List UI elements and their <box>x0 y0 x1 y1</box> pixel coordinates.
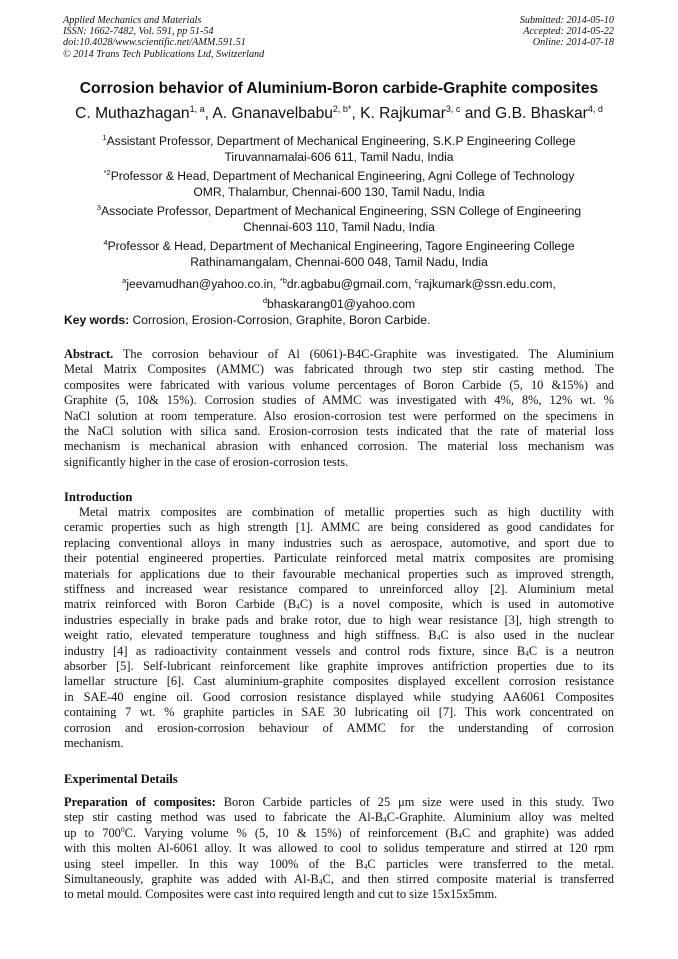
paragraph-line: ceramic properties such as high strength [1]. AMMC are being considered as good candidates for <box>64 520 614 535</box>
journal-issn: ISSN: 1662-7482, Vol. 591, pp 51-54 <box>63 26 214 38</box>
text-run: industry [4] as radioactivity containment vessels and control rods fixture, since B <box>64 643 526 658</box>
text-run: using steel impeller. In this way 100% of the B <box>64 856 364 871</box>
author-name: C. Muthazhagan <box>75 105 190 123</box>
author-affil-mark: 4, d <box>587 104 603 114</box>
text-run: step stir casting method was used to fabricate the Al-B <box>64 810 384 825</box>
text-run: C and graphite) was added <box>461 825 614 840</box>
online-date: Online: 2014-07-18 <box>532 37 614 49</box>
affiliation-1 <box>30 130 648 165</box>
text-run: Boron Carbide particles of 25 μm size were used in this study. Two <box>215 795 614 809</box>
abstract-line: significantly higher in the case of erosion-corrosion tests. <box>64 454 349 469</box>
email-link[interactable]: bhaskarang01@yahoo.com <box>267 296 416 311</box>
author-list <box>10 104 668 123</box>
paragraph-line: containing 7 wt. % graphite particles in SAE 30 lubricating oil [7]. This work concentrated on <box>64 705 614 720</box>
accepted-date: Accepted: 2014-05-22 <box>523 26 614 38</box>
paragraph-line: Metal matrix composites are combination of metallic properties such as high ductility with <box>79 505 614 519</box>
affiliation-mark: *2 <box>103 168 111 177</box>
subscript: 4 <box>318 877 323 887</box>
paragraph-line: mechanism. <box>64 736 124 751</box>
keywords-label: Key words: <box>64 313 130 327</box>
subscript: 4 <box>436 633 441 643</box>
email-link[interactable]: jeevamudhan@yahoo.co.in, <box>126 277 280 292</box>
subscript: 4 <box>383 815 387 825</box>
journal-name: Applied Mechanics and Materials <box>63 15 202 26</box>
affiliation-2 <box>30 165 648 200</box>
author-name: K. Rajkumar <box>360 105 446 123</box>
author-affil-mark: 3, c <box>445 104 461 114</box>
submitted-date: Submitted: 2014-05-10 <box>519 15 614 26</box>
affiliation-4 <box>30 235 648 270</box>
subscript: 4 <box>525 648 529 658</box>
paragraph-line: with this molten Al-6061 alloy. It was allowed to cool to solidus temperature and stirred at 120 rpm <box>64 841 614 856</box>
text-run: C. Varying volume % (5, 10 & 15%) of reinforcement (B <box>124 825 459 840</box>
author-separator: , <box>204 105 213 123</box>
text-run: Simultaneously, graphite was added with Al-B <box>64 872 319 887</box>
email-link[interactable]: dr.agbabu@gmail.com, <box>286 277 415 292</box>
abstract-line: mechanism is mechanical abrasion with enhanced corrosion. The material loss mechanism was <box>64 439 614 454</box>
affiliation-mark: 1 <box>102 133 107 142</box>
keywords <box>64 313 430 327</box>
text-run: C is also used in the nuclear <box>440 628 614 643</box>
paragraph-line: absorber [5]. Self-lubricant reinforcement like graphite improves antifriction properties due to its <box>64 659 614 674</box>
author-name: A. Gnanavelbabu <box>212 105 333 123</box>
abstract-line: the NaCl solution with silica sand. Erosion-corrosion tests indicated that the rate of material loss <box>64 424 614 439</box>
abstract <box>64 347 614 470</box>
submission-dates <box>520 15 614 49</box>
paragraph-line: lamellar structure [6]. Cast aluminium-graphite composites displayed excellent corrosion resistance <box>64 674 614 689</box>
author-affil-mark: 1, a <box>189 104 205 114</box>
abstract-line: NaCl solution at room temperature. Also erosion-corrosion test were performed on the specimens in <box>64 408 614 423</box>
affiliation-3 <box>30 200 648 235</box>
paragraph-line: corrosion and erosion-corrosion behaviour of AMMC for the understanding of corrosion <box>64 720 614 735</box>
keywords-text: Corrosion, Erosion-Corrosion, Graphite, Boron Carbide. <box>129 313 431 327</box>
paragraph-line: their potential engineered properties. Particulate reinforced metal matrix composites are promising <box>64 551 614 566</box>
affiliation-line: Professor & Head, Department of Mechanical Engineering, Agni College of Technology <box>110 169 575 184</box>
paragraph-line <box>64 810 614 825</box>
paragraph-line <box>64 857 614 872</box>
journal-copyright: © 2014 Trans Tech Publications Ltd, Switzerland <box>63 48 265 60</box>
author-name: G.B. Bhaskar <box>495 105 588 123</box>
text-run: C, and then stirred composite material is transferred <box>322 872 614 887</box>
paragraph-line <box>64 628 614 643</box>
affiliation-line: Chennai-603 110, Tamil Nadu, India <box>243 219 435 234</box>
paragraph-line <box>64 872 614 887</box>
author-affil-mark: 2, b* <box>332 104 352 114</box>
text-run: C) is a novel composite, which is used in automotive <box>299 597 615 612</box>
abstract-line: Graphite (5, 10& 15%). Corrosion studies of AMMC was investigated with 4%, 8%, 12% wt. % <box>64 393 614 408</box>
email-mark: c <box>414 276 419 285</box>
experimental-paragraph <box>64 795 614 903</box>
subscript: 4 <box>458 830 462 840</box>
email-mark: a <box>122 276 127 285</box>
text-run: weight ratio, elevated temperature toughness and high stiffness. B <box>64 628 437 643</box>
paragraph-line: stiffness and increased wear resistance compared to unreinforced alloy [2]. Aluminium metal <box>64 582 614 597</box>
email-link[interactable]: rajkumark@ssn.edu.com, <box>418 277 556 292</box>
superscript: 0 <box>120 824 125 834</box>
journal-doi[interactable]: doi:10.4028/www.scientific.net/AMM.591.51 <box>63 37 246 49</box>
abstract-label: Abstract. <box>64 347 114 361</box>
email-mark: d <box>262 295 268 305</box>
subscript: 4 <box>296 602 300 612</box>
section-heading-introduction: Introduction <box>64 490 133 504</box>
text-run: up to 700 <box>64 825 121 840</box>
author-emails <box>30 273 648 312</box>
affiliation-line: Tiruvannamalai-606 611, Tamil Nadu, India <box>224 149 454 164</box>
affiliation-mark: 3 <box>96 203 102 212</box>
subscript: 4 <box>363 861 368 871</box>
author-separator: and <box>460 105 496 123</box>
section-heading-experimental: Experimental Details <box>64 772 178 786</box>
paragraph-line <box>64 644 614 659</box>
affiliation-line: Associate Professor, Department of Mechanical Engineering, SSN College of Engineering <box>101 204 582 219</box>
email-mark: *b <box>279 276 287 285</box>
introduction-paragraph <box>64 505 614 752</box>
journal-info <box>63 15 264 60</box>
abstract-line: The corrosion behaviour of Al (6061)-B4C-Graphite was investigated. The Aluminium <box>113 347 614 361</box>
paragraph-line: replacing conventional alloys in many industries such as aerospace, automotive, and sport due to <box>64 535 614 550</box>
affiliation-mark: 4 <box>103 238 108 247</box>
abstract-line: Metal Matrix Composites (AMMC) was fabricated through two step stir casting method. The <box>64 362 614 377</box>
abstract-line: composites were fabricated with various volume percentages of Boron Carbide (5, 10 &15%) and <box>64 377 614 392</box>
text-run: C-Graphite. Aluminium alloy was melted <box>386 810 614 825</box>
paragraph-line: to metal mould. Composites were cast into required length and cut to size 15x15x5mm. <box>64 887 498 902</box>
affiliation-line: Assistant Professor, Department of Mechanical Engineering, S.K.P Engineering College <box>106 134 576 149</box>
author-separator: , <box>351 105 361 123</box>
paragraph-line <box>64 826 614 841</box>
text-run: matrix reinforced with Boron Carbide (B <box>64 597 297 612</box>
text-run: C particles were transferred to the metal. <box>367 856 614 871</box>
text-run: C is a neutron <box>528 643 615 658</box>
paragraph-line: materials for applications due to their favourable mechanical properties such as improved strength, <box>64 566 614 581</box>
affiliation-line: OMR, Thalambur, Chennai-600 130, Tamil Nadu, India <box>193 184 485 199</box>
subsection-label: Preparation of composites: <box>64 795 216 809</box>
paragraph-line <box>64 597 614 612</box>
paragraph-line: industries especially in brake pads and brake rotor, due to high wear resistance [3], high strength to <box>64 612 614 627</box>
paragraph-line: in SAE-40 engine oil. Good corrosion resistance displayed while studying AA6061 Composites <box>64 689 614 704</box>
affiliation-line: Rathinamangalam, Chennai-600 048, Tamil Nadu, India <box>190 254 488 269</box>
affiliation-line: Professor & Head, Department of Mechanical Engineering, Tagore Engineering College <box>107 239 575 254</box>
paper-title: Corrosion behavior of Aluminium-Boron carbide-Graphite composites <box>79 80 599 97</box>
